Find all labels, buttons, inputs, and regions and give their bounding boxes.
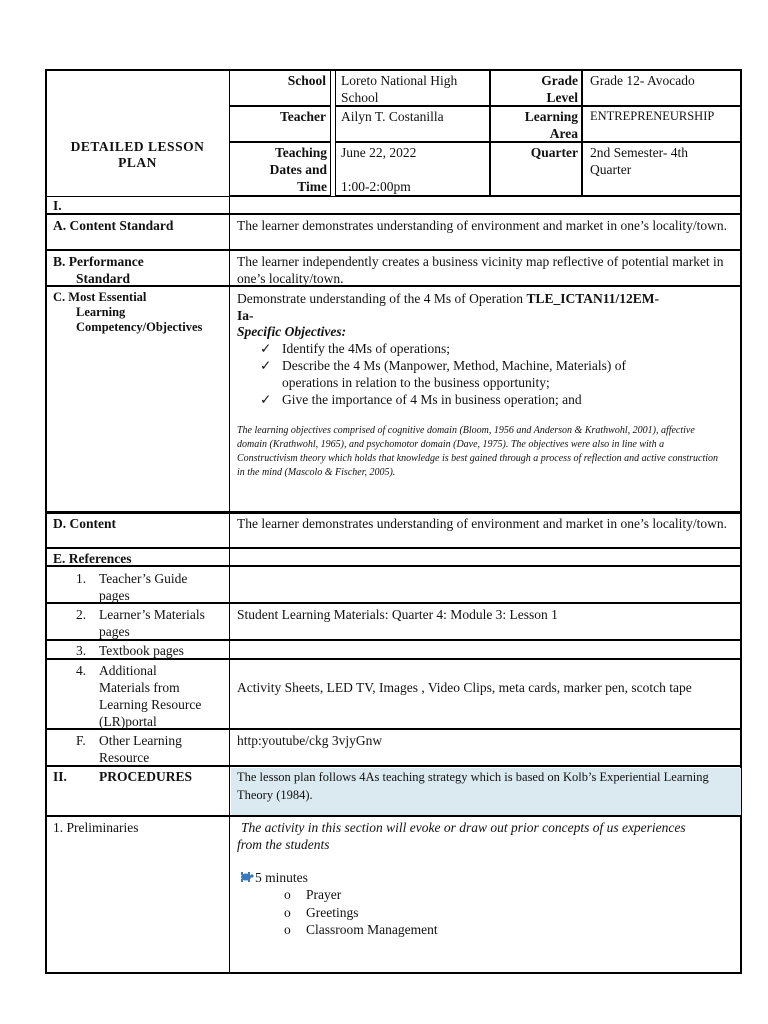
melc-code: TLE_ICTAN11/12EM- bbox=[526, 291, 659, 306]
grade-value: Grade 12- Avocado bbox=[590, 73, 695, 88]
melc-label-3: Competency/Objectives bbox=[76, 320, 203, 334]
bullet-icon: o bbox=[284, 887, 291, 902]
performance-standard-text: The learner independently creates a business vicinity map reflective of potential market in one’s locality/town. bbox=[237, 254, 724, 286]
school-label: School bbox=[287, 73, 326, 88]
objective-2-continued: operations in relation to the business opportunity; bbox=[282, 375, 550, 390]
teacher-label: Teacher bbox=[280, 109, 326, 124]
check-icon: ✓ bbox=[260, 358, 272, 373]
procedures-number: II. bbox=[53, 769, 67, 784]
additional-materials-label-3: Learning Resource bbox=[99, 697, 202, 712]
melc-intro-text: Demonstrate understanding of the 4 Ms of Operation bbox=[237, 291, 527, 306]
teachers-guide-number: 1. bbox=[76, 571, 87, 586]
other-resources-number: F. bbox=[76, 733, 86, 748]
objective-2-text: Describe the 4 Ms (Manpower, Method, Machine, Materials) of bbox=[282, 358, 626, 373]
learners-materials-label-2: pages bbox=[99, 624, 130, 639]
list-item bbox=[284, 904, 358, 921]
time-value: 1:00-2:00pm bbox=[341, 179, 411, 194]
textbook-label: Textbook pages bbox=[99, 643, 184, 658]
preliminaries-intro: The activity in this section will evoke or draw out prior concepts of us experiences from the students bbox=[237, 820, 686, 852]
objective-3 bbox=[260, 391, 730, 408]
quarter-value: 2nd Semester- 4th Quarter bbox=[590, 145, 688, 177]
melc-label: C. Most Essential bbox=[53, 290, 147, 304]
procedures-note: The lesson plan follows 4As teaching strategy which is based on Kolb’s Experiential Learning Theory (1984). bbox=[237, 770, 709, 802]
grade-label: Grade Level bbox=[541, 73, 578, 105]
content-label: D. Content bbox=[53, 516, 116, 531]
procedures-label: PROCEDURES bbox=[99, 769, 193, 784]
other-resources-label: Other Learning bbox=[99, 733, 182, 748]
content-text: The learner demonstrates understanding of environment and market in one’s locality/town. bbox=[237, 516, 727, 531]
teachers-guide-label: Teacher’s Guide bbox=[99, 571, 188, 586]
additional-materials-value: Activity Sheets, LED TV, Images , Video Clips, meta cards, marker pen, scotch tape bbox=[237, 680, 692, 695]
references-label: E. References bbox=[53, 551, 132, 566]
content-standard-text: The learner demonstrates understanding of environment and market in one’s locality/town. bbox=[237, 218, 727, 233]
preliminaries-label: 1. Preliminaries bbox=[53, 820, 139, 835]
area-label: Learning Area bbox=[524, 109, 578, 141]
objective-3-text: Give the importance of 4 Ms in business operation; and bbox=[282, 392, 582, 407]
prayer-item: Prayer bbox=[306, 887, 342, 902]
list-item bbox=[284, 886, 341, 903]
document-title: DETAILED LESSON PLAN bbox=[70, 139, 205, 170]
content-standard-label: A. Content Standard bbox=[53, 218, 174, 233]
area-value: ENTREPRENEURSHIP bbox=[590, 109, 715, 123]
learners-materials-label: Learner’s Materials bbox=[99, 607, 205, 622]
specific-objectives-heading: Specific Objectives: bbox=[237, 324, 347, 339]
teacher-value: Ailyn T. Costanilla bbox=[341, 109, 444, 124]
objectives-note: The learning objectives comprised of cognitive domain (Bloom, 1956 and Anderson & Krathwohl, 2001), affective domain (Krathwohl, 1965), and psychomotor domain (Dave, 1975). The objectives were also in line with a Constructivism theory which holds that knowledge is best gained through a process of reflection and active construction in the mind (Mascolo & Fischer, 2005). bbox=[237, 425, 719, 478]
classroom-management-item: Classroom Management bbox=[306, 922, 438, 937]
teachers-guide-label-2: pages bbox=[99, 588, 130, 603]
performance-standard-label-2: Standard bbox=[76, 271, 131, 286]
preliminaries-duration: 5 minutes bbox=[255, 870, 308, 885]
check-icon: ✓ bbox=[260, 392, 272, 407]
greetings-item: Greetings bbox=[306, 905, 359, 920]
school-value: Loreto National High School bbox=[341, 73, 458, 105]
learners-materials-number: 2. bbox=[76, 607, 87, 622]
additional-materials-label-4: (LR)portal bbox=[99, 714, 157, 729]
section-i-row bbox=[45, 196, 742, 214]
quarter-label: Quarter bbox=[530, 145, 578, 160]
additional-materials-number: 4. bbox=[76, 663, 87, 678]
other-resources-label-2: Resource bbox=[99, 750, 150, 765]
other-resources-link[interactable]: http:youtube/ckg 3vjyGnw bbox=[237, 733, 383, 748]
bullet-icon: o bbox=[284, 922, 291, 937]
melc-code-2: Ia- bbox=[237, 308, 254, 323]
performance-standard-label: B. Performance bbox=[53, 254, 144, 269]
objective-1 bbox=[260, 340, 730, 357]
check-icon: ✓ bbox=[260, 341, 272, 356]
turtle-icon bbox=[238, 870, 254, 884]
objective-1-text: Identify the 4Ms of operations; bbox=[282, 341, 450, 356]
dates-value: June 22, 2022 bbox=[341, 145, 417, 160]
textbook-number: 3. bbox=[76, 643, 87, 658]
list-item bbox=[284, 921, 438, 938]
dates-label: Teaching Dates and Time bbox=[269, 145, 327, 194]
learners-materials-value: Student Learning Materials: Quarter 4: Module 3: Lesson 1 bbox=[237, 607, 558, 622]
objective-2 bbox=[260, 357, 730, 374]
references-row bbox=[45, 548, 742, 566]
melc-label-2: Learning bbox=[76, 305, 126, 319]
section-i-number: I. bbox=[53, 198, 62, 213]
additional-materials-label: Additional bbox=[99, 663, 157, 678]
bullet-icon: o bbox=[284, 905, 291, 920]
additional-materials-label-2: Materials from bbox=[99, 680, 180, 695]
melc-intro bbox=[237, 290, 737, 307]
